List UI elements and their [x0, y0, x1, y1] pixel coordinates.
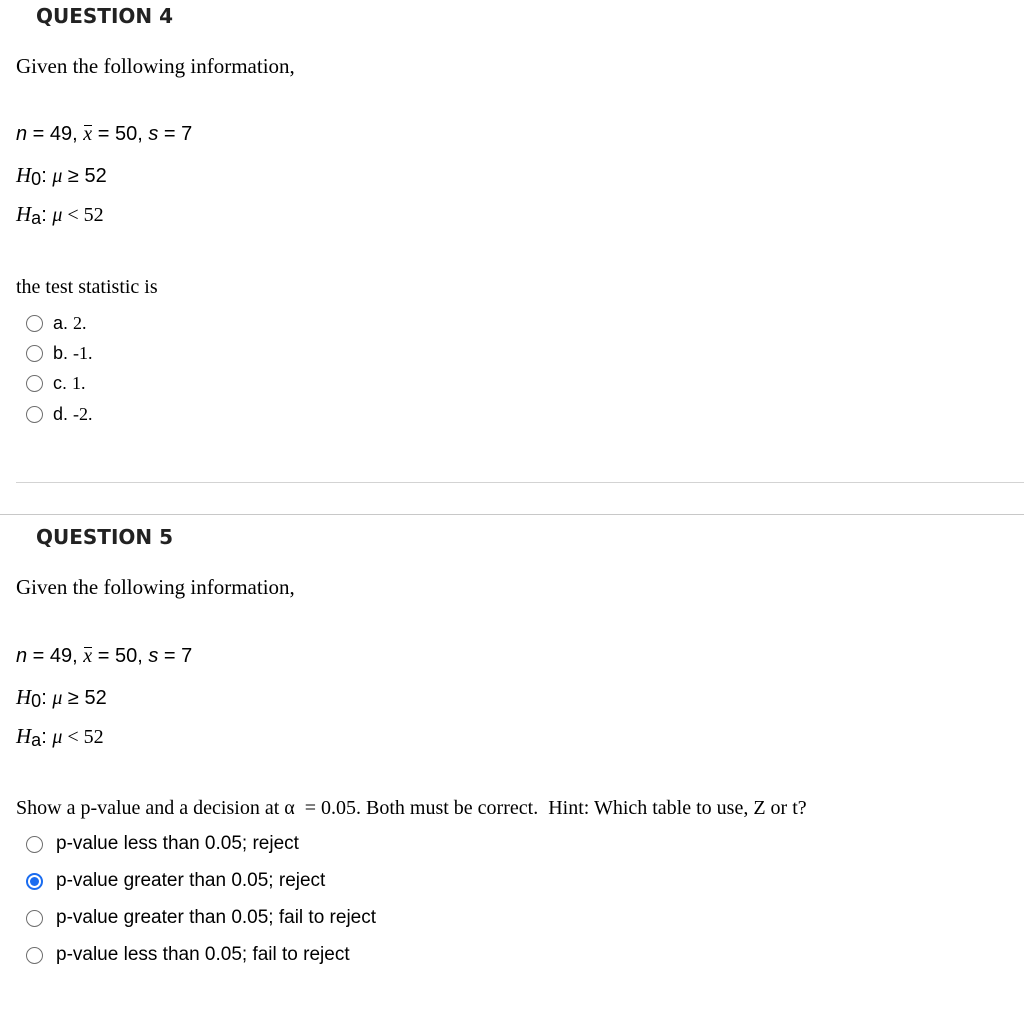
s-value: = 7: [158, 645, 193, 667]
question-5-given-values: [16, 645, 192, 668]
n-value: = 49,: [27, 123, 84, 145]
option-d-value: -2.: [73, 404, 93, 424]
section-divider: [0, 514, 1024, 515]
option-d-letter: d.: [53, 404, 74, 424]
n-symbol: n: [16, 123, 28, 145]
question-4-title: QUESTION 4: [36, 4, 174, 28]
option-3-radio[interactable]: [26, 910, 43, 927]
question-5-intro: Given the following information,: [16, 575, 295, 599]
option-b-letter: b.: [53, 343, 74, 363]
option-b-label[interactable]: [53, 343, 93, 364]
s-symbol: s: [148, 645, 159, 667]
ha-mu: μ: [52, 726, 63, 748]
ha-letter: H: [16, 724, 32, 748]
option-a-label[interactable]: [53, 313, 87, 334]
option-c-value: 1.: [72, 373, 86, 393]
x-bar-symbol: x: [83, 645, 93, 667]
option-2-label[interactable]: p-value greater than 0.05; reject: [56, 870, 326, 891]
x-bar-symbol: x: [83, 123, 93, 145]
ha-colon: :: [41, 204, 53, 226]
option-4-label[interactable]: p-value less than 0.05; fail to reject: [56, 944, 350, 965]
option-c-letter: c.: [53, 373, 73, 393]
option-d-label[interactable]: [53, 404, 93, 425]
question-5-title: QUESTION 5: [36, 525, 174, 549]
h0-subscript: 0: [31, 691, 42, 711]
question-5-prompt: Show a p-value and a decision at α = 0.05. Both must be correct. Hint: Which table to use, Z or t?: [16, 797, 807, 819]
option-3-label[interactable]: p-value greater than 0.05; fail to reject: [56, 907, 377, 928]
x-bar-value: = 50,: [92, 645, 149, 667]
ha-relation: < 52: [62, 726, 104, 748]
question-5-alt-hypothesis: [16, 724, 104, 749]
h0-letter: H: [16, 685, 32, 709]
option-c-radio[interactable]: [26, 375, 43, 392]
question-4-prompt: the test statistic is: [16, 276, 158, 298]
question-4-given-values: [16, 123, 192, 146]
question-4-alt-hypothesis: [16, 202, 104, 227]
ha-subscript: a: [31, 730, 42, 750]
question-4-intro: Given the following information,: [16, 54, 295, 78]
s-value: = 7: [158, 123, 193, 145]
s-symbol: s: [148, 123, 159, 145]
option-1-radio[interactable]: [26, 836, 43, 853]
h0-colon: :: [41, 165, 53, 187]
question-5-null-hypothesis: [16, 685, 107, 710]
n-symbol: n: [16, 645, 28, 667]
question-4-null-hypothesis: [16, 163, 107, 188]
question-divider: [16, 482, 1024, 483]
h0-colon: :: [41, 687, 53, 709]
h0-subscript: 0: [31, 169, 42, 189]
option-2-radio-selected[interactable]: [26, 873, 43, 890]
ha-colon: :: [41, 726, 53, 748]
option-b-radio[interactable]: [26, 345, 43, 362]
option-a-letter: a.: [53, 313, 74, 333]
option-b-value: -1.: [73, 343, 93, 363]
h0-relation: ≥ 52: [62, 687, 107, 709]
h0-mu: μ: [52, 687, 63, 709]
h0-relation: ≥ 52: [62, 165, 107, 187]
option-d-radio[interactable]: [26, 406, 43, 423]
option-1-label[interactable]: p-value less than 0.05; reject: [56, 833, 299, 854]
option-4-radio[interactable]: [26, 947, 43, 964]
ha-relation: < 52: [62, 204, 104, 226]
h0-mu: μ: [52, 165, 63, 187]
ha-subscript: a: [31, 208, 42, 228]
ha-letter: H: [16, 202, 32, 226]
option-c-label[interactable]: [53, 373, 86, 394]
option-a-value: 2.: [73, 313, 87, 333]
n-value: = 49,: [27, 645, 84, 667]
h0-letter: H: [16, 163, 32, 187]
x-bar-value: = 50,: [92, 123, 149, 145]
option-a-radio[interactable]: [26, 315, 43, 332]
ha-mu: μ: [52, 204, 63, 226]
